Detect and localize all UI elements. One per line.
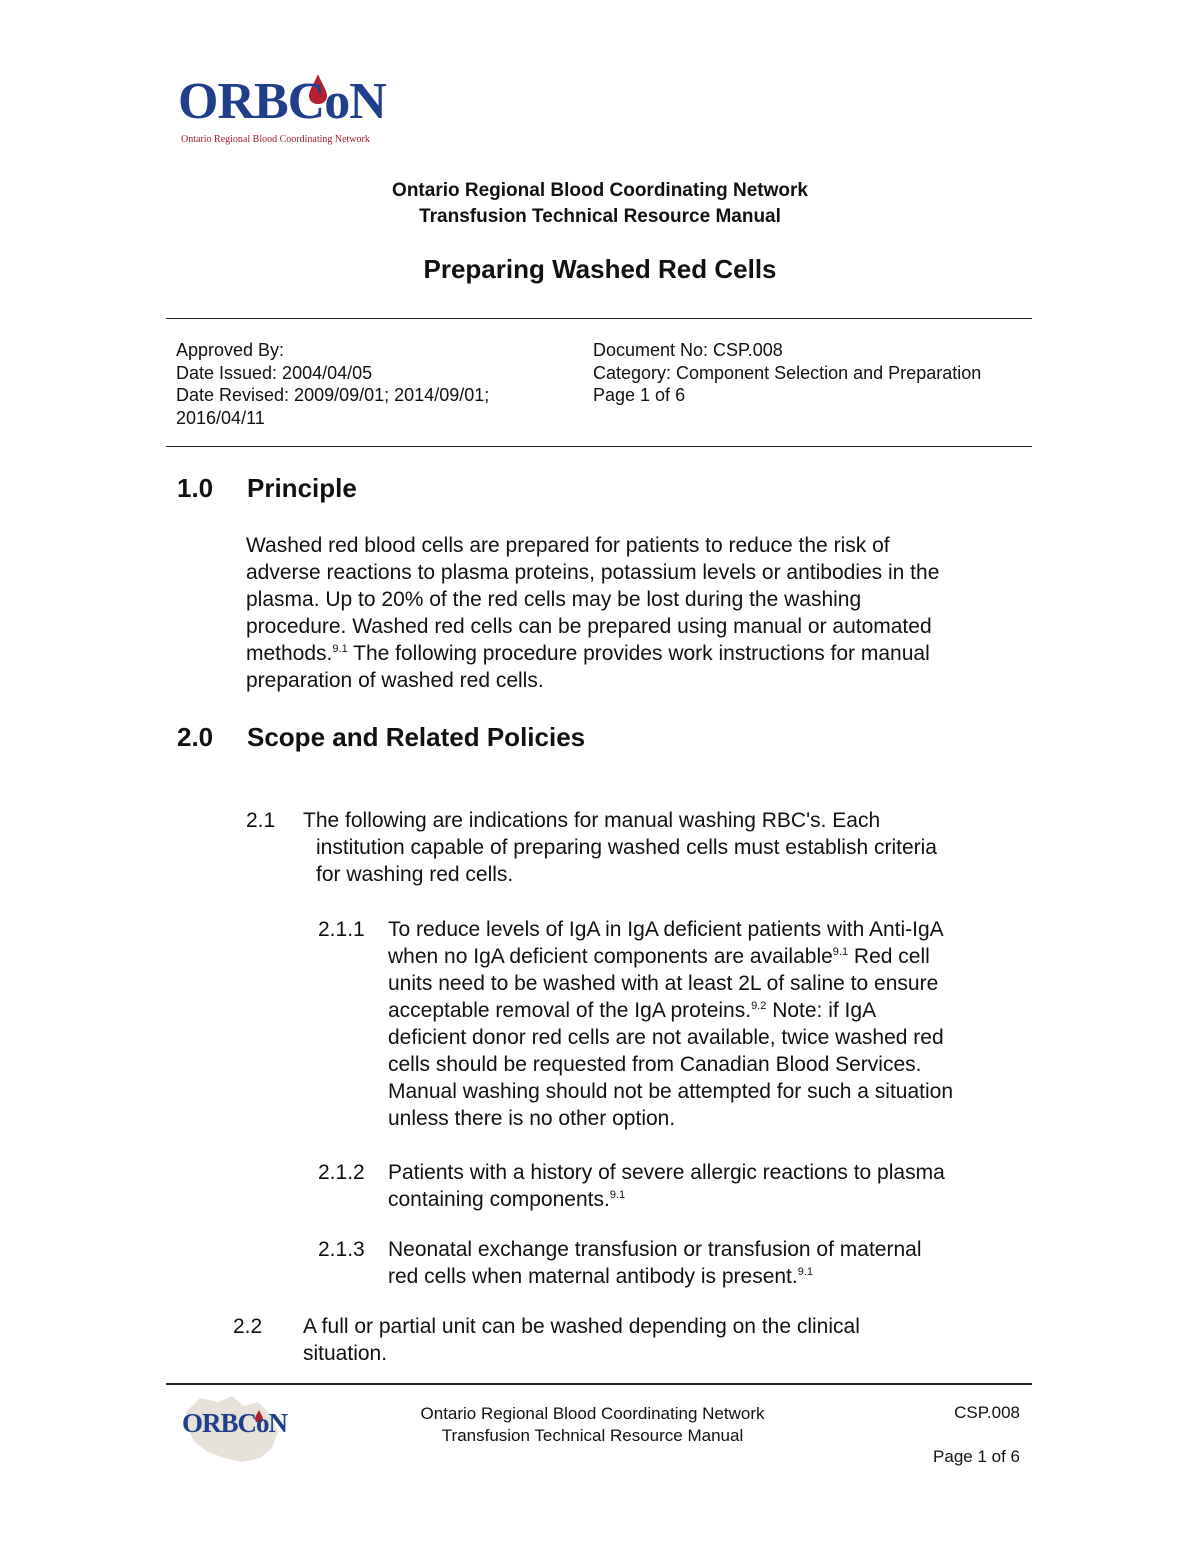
- item-number: 2.1.1: [318, 918, 365, 941]
- paragraph-line: unless there is no other option.: [388, 1107, 676, 1130]
- paragraph-line: for washing red cells.: [316, 863, 514, 886]
- meta-divider: [166, 446, 1032, 447]
- orbcon-logo: [178, 72, 386, 152]
- item-2-2-text: [303, 1313, 1043, 1367]
- logo-wordmark: ORBCoN: [178, 73, 386, 130]
- reference-superscript: 9.1: [332, 643, 348, 655]
- paragraph-line: institution capable of preparing washed cells must establish criteria: [316, 836, 937, 859]
- text-run: containing components.: [388, 1188, 610, 1211]
- paragraph-line: units need to be washed with at least 2L of saline to ensure: [388, 972, 939, 995]
- page-number: Page 1 of 6: [593, 385, 686, 405]
- category: Category: Component Selection and Preparation: [593, 362, 982, 383]
- item-2-1-1-text: [388, 916, 1048, 1132]
- document-number: Document No: CSP.008: [593, 340, 783, 360]
- footer-org-name: Ontario Regional Blood Coordinating Network: [420, 1404, 765, 1423]
- reference-superscript: 9.1: [609, 1189, 626, 1201]
- manual-name: Transfusion Technical Resource Manual: [419, 206, 781, 227]
- footer-logo: [180, 1392, 290, 1464]
- reference-superscript: 9.1: [797, 1266, 814, 1278]
- item-number: 2.1.3: [318, 1238, 365, 1261]
- org-name: Ontario Regional Blood Coordinating Network: [392, 180, 808, 201]
- reference-superscript: 9.1: [832, 946, 849, 958]
- section-title: Scope and Related Policies: [247, 722, 586, 752]
- document-title: Preparing Washed Red Cells: [423, 254, 777, 284]
- paragraph-line: The following are indications for manual washing RBC's. Each: [303, 809, 881, 832]
- item-2-1-text: [303, 807, 1043, 888]
- paragraph-line: [388, 997, 1048, 1024]
- paragraph-line: Manual washing should not be attempted for such a situation: [388, 1080, 954, 1103]
- paragraph-line: preparation of washed red cells.: [246, 669, 544, 692]
- section-number: 2.0: [177, 722, 214, 752]
- principle-paragraph: [246, 532, 1036, 694]
- footer-doc-code: CSP.008: [954, 1403, 1020, 1422]
- section-2-heading: [177, 722, 977, 756]
- date-revised-continued: 2016/04/11: [176, 407, 265, 428]
- paragraph-line: situation.: [303, 1342, 388, 1365]
- footer-divider: [166, 1383, 1032, 1385]
- paragraph-line: Washed red blood cells are prepared for patients to reduce the risk of: [246, 534, 890, 557]
- section-number: 1.0: [177, 473, 214, 503]
- date-issued: Date Issued: 2004/04/05: [176, 362, 373, 383]
- text-run: acceptable removal of the IgA proteins.: [388, 999, 752, 1022]
- paragraph-line: To reduce levels of IgA in IgA deficient patients with Anti-IgA: [388, 918, 944, 941]
- paragraph-line: cells should be requested from Canadian Blood Services.: [388, 1053, 922, 1076]
- paragraph-line: adverse reactions to plasma proteins, potassium levels or antibodies in the: [246, 561, 940, 584]
- section-1-heading: [177, 473, 977, 507]
- item-number: 2.1.2: [318, 1161, 365, 1184]
- text-run: Note: if IgA: [766, 999, 877, 1022]
- logo-subtitle: Ontario Regional Blood Coordinating Network: [181, 134, 370, 145]
- paragraph-line: [388, 1263, 1048, 1290]
- text-run: The following procedure provides work instructions for manual: [347, 642, 930, 665]
- paragraph-line: [388, 943, 1048, 970]
- paragraph-line: Patients with a history of severe allergic reactions to plasma: [388, 1161, 945, 1184]
- paragraph-line: [246, 640, 1036, 667]
- paragraph-line: A full or partial unit can be washed depending on the clinical: [303, 1315, 860, 1338]
- footer-org: [380, 1403, 805, 1446]
- paragraph-line: plasma. Up to 20% of the red cells may be lost during the washing: [246, 588, 862, 611]
- footer-manual-name: Transfusion Technical Resource Manual: [441, 1425, 744, 1445]
- item-number: 2.2: [233, 1315, 263, 1338]
- item-number: 2.1: [246, 809, 276, 832]
- item-2-1-3-text: [388, 1236, 1048, 1290]
- text-run: red cells when maternal antibody is present.: [388, 1265, 798, 1288]
- footer-page-number: Page 1 of 6: [933, 1447, 1020, 1466]
- header-divider: [166, 318, 1032, 319]
- meta-right-column: [593, 339, 1033, 407]
- footer-logo-wordmark: ORBCoN: [182, 1408, 288, 1438]
- section-title: Principle: [247, 473, 357, 503]
- text-run: when no IgA deficient components are available: [388, 945, 833, 968]
- paragraph-line: [388, 1186, 1048, 1213]
- reference-superscript: 9.2: [751, 1000, 767, 1012]
- text-run: Red cell: [848, 945, 930, 968]
- meta-left-column: [176, 339, 556, 429]
- text-run: methods.: [246, 642, 333, 665]
- paragraph-line: Neonatal exchange transfusion or transfusion of maternal: [388, 1238, 922, 1261]
- approved-by: Approved By:: [176, 340, 285, 360]
- item-2-1-2-text: [388, 1159, 1048, 1213]
- paragraph-line: deficient donor red cells are not available, twice washed red: [388, 1026, 944, 1049]
- date-revised: Date Revised: 2009/09/01; 2014/09/01;: [176, 385, 490, 405]
- paragraph-line: procedure. Washed red cells can be prepared using manual or automated: [246, 615, 932, 638]
